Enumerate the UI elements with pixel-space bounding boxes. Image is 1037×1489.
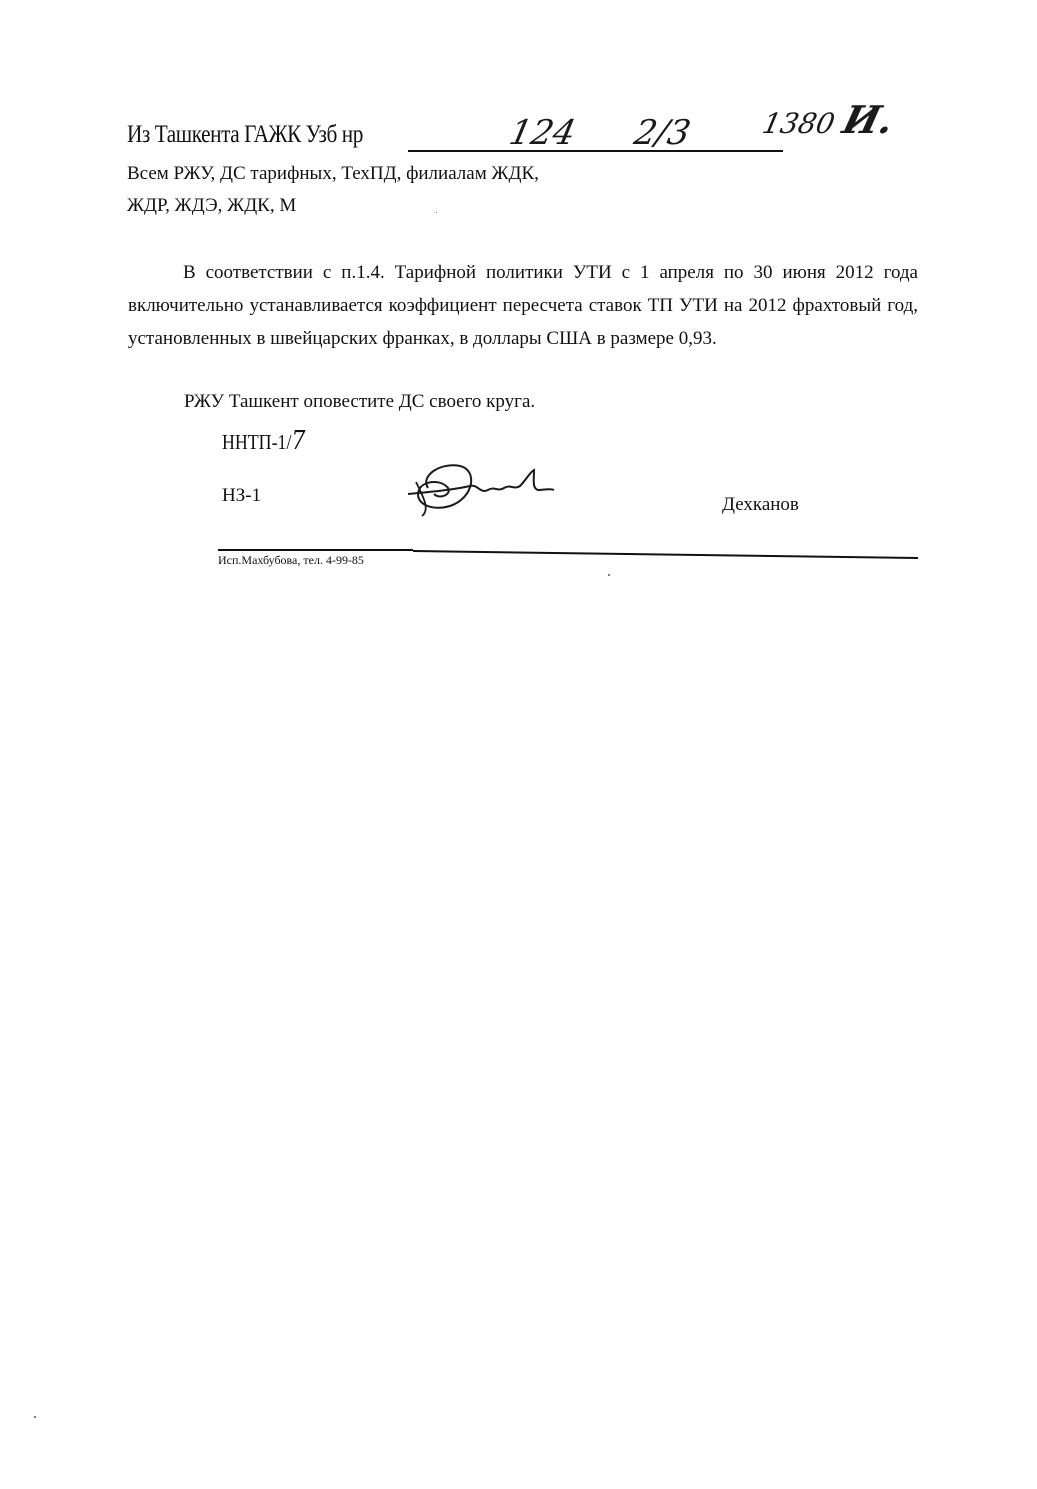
reference-code-handwritten: 7 [291,426,306,456]
handwritten-signature [400,458,560,528]
handwritten-number: 124 [505,113,580,153]
handwritten-date: 2/3 [630,113,694,153]
reference-code-prefix: ННТП-1/ [222,430,292,454]
nz-code: НЗ-1 [222,485,262,506]
signer-name: Дехканов [722,494,799,515]
scan-speck [608,574,610,576]
reference-code [222,426,305,456]
scan-speck [34,1416,36,1418]
addressees-line-2: ЖДР, ЖДЭ, ЖДК, М [127,195,297,216]
scan-speck [436,212,437,213]
telegram-header [127,97,927,157]
header-prefix: Из Ташкента ГАЖК Узб нр [127,121,363,148]
handwritten-initial: И. [838,97,899,142]
addressees-line-1: Всем РЖУ, ДС тарифных, ТехПД, филиалам ЖДК, [127,163,539,184]
notify-line: РЖУ Ташкент оповестите ДС своего круга. [184,391,536,412]
executor-line: Исп.Махбубова, тел. 4-99-85 [218,553,364,567]
handwritten-time: 1380 [759,107,838,140]
header-underline [408,150,783,152]
main-paragraph: В соответствии с п.1.4. Тарифной политики УТИ с 1 апреля по 30 июня 2012 года включительно устанавливается коэффициент пересчета ставок ТП УТИ на 2012 фрахтовый год, установленных в швейцарских франках, в доллары США в размере 0,93. [128,262,918,349]
